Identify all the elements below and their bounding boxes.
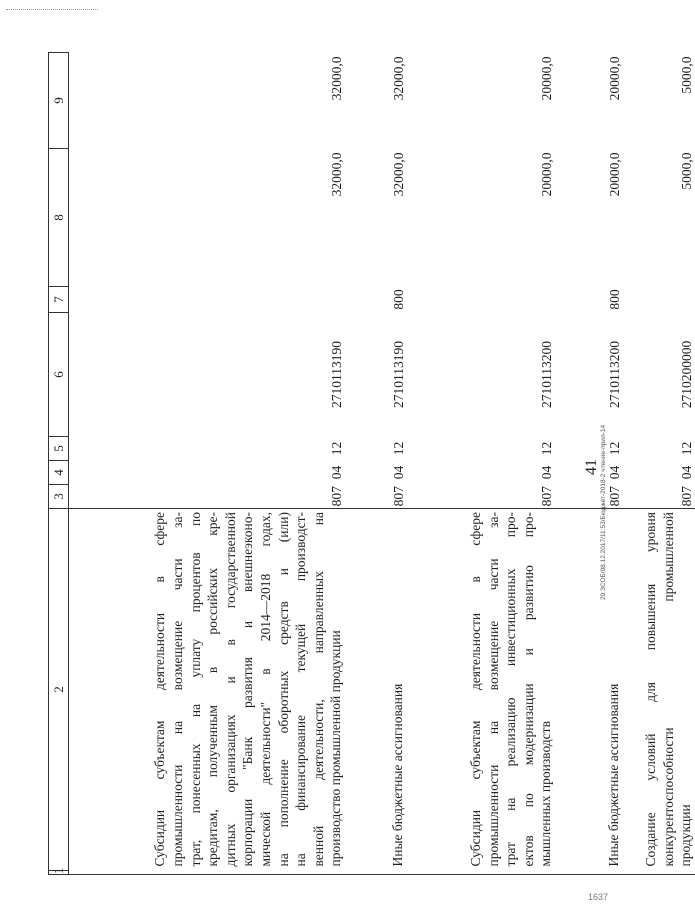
section-code: 04 <box>329 465 344 480</box>
description-line: Иные бюджетные ассигнования <box>390 683 406 867</box>
description-line: производство промышленной продукции <box>328 630 344 867</box>
table-row <box>623 53 695 875</box>
description-line: Иные бюджетные ассигнования <box>606 683 622 867</box>
header-row <box>49 53 69 875</box>
amount-total-cell: 32000,0 <box>391 56 406 101</box>
col-header-9: 9 <box>49 53 69 149</box>
budget-table <box>48 52 695 875</box>
amount-total-cell: 5000,0 <box>679 56 694 94</box>
description-line: промышленности на возмещение части за- <box>485 512 501 867</box>
expense-type-code <box>623 287 695 313</box>
col-header-8: 8 <box>49 149 69 287</box>
row-number-cell <box>623 871 695 875</box>
subsection-code: 12 <box>679 441 694 456</box>
description-line: продукции <box>678 804 694 867</box>
col-header-1: 1 <box>49 871 69 875</box>
col-header-2: 2 <box>49 509 69 871</box>
expense-type-code: 800 <box>607 289 622 310</box>
expense-type-code <box>407 287 555 313</box>
target-article-code: 2710113200 <box>607 341 622 408</box>
description-line: ектов по модернизации и развитию про- <box>520 512 536 867</box>
amount-cell: 5000,0 <box>679 152 694 190</box>
col-header-7: 7 <box>49 287 69 313</box>
target-article-code: 2710113190 <box>391 341 406 408</box>
expense-type-code: 800 <box>391 289 406 310</box>
section-code: 04 <box>679 465 694 480</box>
subsection-code: 12 <box>539 441 554 456</box>
description-line: на пополнение оборотных средств и (или) <box>275 512 291 867</box>
description-line: промышленности на возмещение части за- <box>170 512 186 867</box>
corner-mark: 1637 <box>588 892 609 902</box>
table-row <box>555 53 623 875</box>
col-header-3: 3 <box>49 485 69 509</box>
target-article-code: 2710113190 <box>329 341 344 408</box>
col-header-6: 6 <box>49 313 69 437</box>
section-code: 04 <box>607 465 622 480</box>
description-cell <box>555 509 623 871</box>
expense-type-code <box>69 287 346 313</box>
ministry-code: 807 <box>539 486 554 507</box>
amount-total-cell: 20000,0 <box>607 56 622 101</box>
row-number-cell <box>407 871 555 875</box>
subsection-code: 12 <box>607 441 622 456</box>
description-line: Субсидии субъектам деятельности в сфере <box>468 512 484 867</box>
description-cell <box>345 509 407 871</box>
description-line: Субсидии субъектам деятельности в сфере <box>152 512 168 867</box>
table-row <box>407 53 555 875</box>
description-line: корпорации "Банк развития и внешнеэконо- <box>240 512 256 867</box>
col-header-4: 4 <box>49 461 69 485</box>
description-line: кредитам, полученным в российских кре- <box>205 512 221 867</box>
description-line: мической деятельности" в 2014—2018 годах, <box>258 512 274 867</box>
row-number-cell <box>69 871 346 875</box>
footer-note: 20 ЗСОБ/08.12.2017/11:53/Бюджет-2018-2 чтение-прил-14 <box>600 424 607 600</box>
amount-cell: 20000,0 <box>539 152 554 197</box>
description-line: конкурентоспособности промышленной <box>660 512 676 867</box>
description-cell <box>69 509 346 871</box>
table-row <box>345 53 407 875</box>
amount-total-cell: 32000,0 <box>329 56 344 101</box>
description-line: на финансирование текущей производст- <box>293 512 309 867</box>
ministry-code: 807 <box>607 486 622 507</box>
target-article-code: 2710113200 <box>539 341 554 408</box>
table-row <box>69 53 346 875</box>
page-number: 41 <box>583 459 600 475</box>
row-number-cell <box>555 871 623 875</box>
subsection-code: 12 <box>329 441 344 456</box>
description-line: трат, понесенных на уплату процентов по <box>187 512 203 867</box>
amount-cell: 32000,0 <box>391 152 406 197</box>
description-line: мышленных производств <box>538 721 554 867</box>
description-cell <box>407 509 555 871</box>
description-cell <box>623 509 695 871</box>
amount-cell: 32000,0 <box>329 152 344 197</box>
col-header-5: 5 <box>49 437 69 461</box>
amount-cell: 20000,0 <box>607 152 622 197</box>
description-line: венной деятельности, направленных на <box>310 512 326 867</box>
amount-total-cell: 20000,0 <box>539 56 554 101</box>
description-line: трат на реализацию инвестиционных про- <box>503 512 519 867</box>
ministry-code: 807 <box>329 486 344 507</box>
description-line: Создание условий для повышения уровня <box>643 512 659 867</box>
section-code: 04 <box>539 465 554 480</box>
ministry-code: 807 <box>391 486 406 507</box>
description-line: дитных организациях и в государственной <box>222 512 238 867</box>
row-number-cell <box>345 871 407 875</box>
target-article-code: 2710200000 <box>679 340 694 409</box>
ministry-code: 807 <box>679 486 694 507</box>
section-code: 04 <box>391 465 406 480</box>
subsection-code: 12 <box>391 441 406 456</box>
